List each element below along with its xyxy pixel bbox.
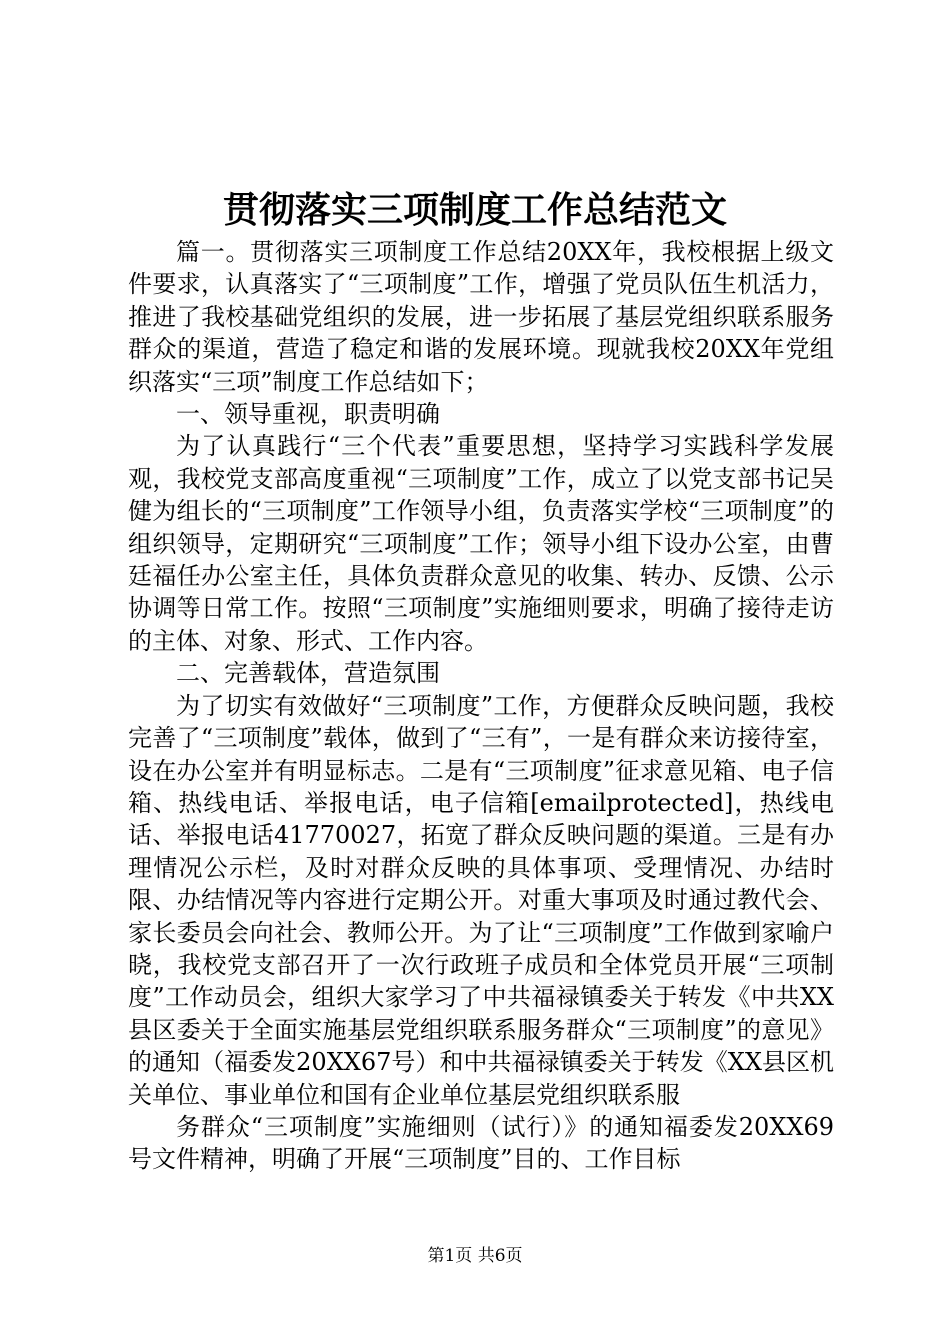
section-heading-2: 二、完善载体，营造氛围 [176,659,440,688]
paragraph-section-2: 为了切实有效做好“三项制度”工作，方便群众反映问题，我校完善了“三项制度”载体，做到了“三有”，一是有群众来访接待室，设在办公室并有明显标志。二是有“三项制度”征求意见箱、电子信箱、热线电话、举报电话，电子信箱[emailprotected]，热线电话、举报电话41770027，拓宽了群众反映问题的渠道。三是有办理情况公示栏，及时对群众反映的具体事项、受理情况、办结时限、办结情况等内容进行定期公开。对重大事项及时通过教代会、家长委员会向社会、教师公开。为了让“三项制度”工作做到家喻户晓，我校党支部召开了一次行政班子成员和全体党员开展“三项制度”工作动员会，组织大家学习了中共福禄镇委关于转发《中共XX县区委关于全面实施基层党组织联系服务群众“三项制度”的意见》的通知（福委发20XX67号）和中共福禄镇委关于转发《XX县区机关单位、事业单位和国有企业单位基层党组织联系服 [128,691,834,1109]
paragraph-intro: 篇一。贯彻落实三项制度工作总结20XX年，我校根据上级文件要求，认真落实了“三项制度”工作，增强了党员队伍生机活力，推进了我校基础党组织的发展，进一步拓展了基层党组织联系服务群众的渠道，营造了稳定和谐的发展环境。现就我校20XX年党组织落实“三项”制度工作总结如下； [128,238,834,396]
document-body [128,236,834,1176]
paragraph-section-1: 为了认真践行“三个代表”重要思想，坚持学习实践科学发展观，我校党支部高度重视“三项制度”工作，成立了以党支部书记吴健为组长的“三项制度”工作领导小组，负责落实学校“三项制度”的组织领导，定期研究“三项制度”工作；领导小组下设办公室，由曹廷福任办公室主任，具体负责群众意见的收集、转办、反馈、公示协调等日常工作。按照“三项制度”实施细则要求，明确了接待走访的主体、对象、形式、工作内容。 [128,432,834,655]
document-title: 贯彻落实三项制度工作总结范文 [222,189,727,231]
page-number-footer: 第1页 共6页 [427,1246,523,1266]
section-heading-1: 一、领导重视，职责明确 [176,400,440,429]
paragraph-section-2-continued: 务群众“三项制度”实施细则（试行）》的通知福委发20XX69号文件精神，明确了开展“三项制度”目的、工作目标 [128,1112,834,1174]
